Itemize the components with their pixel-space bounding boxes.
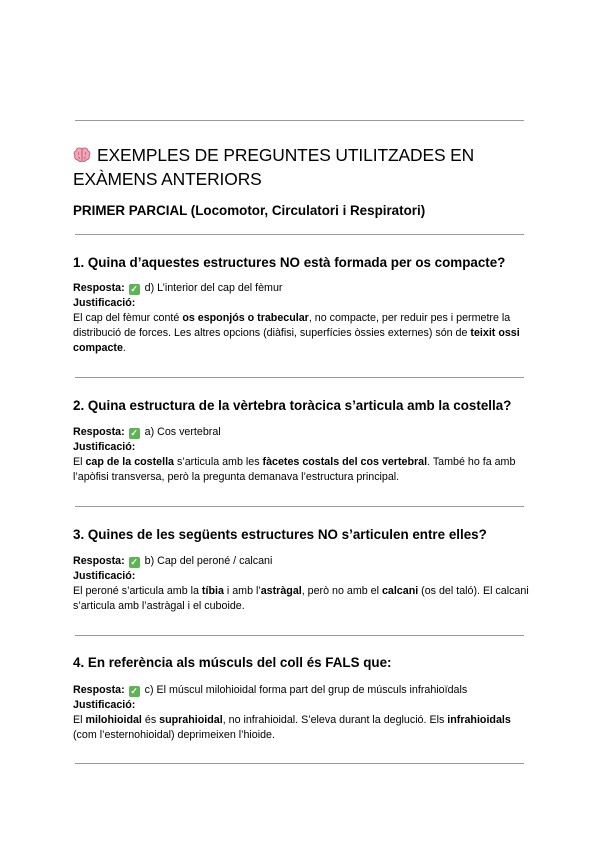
check-mark-icon: ✓ [130, 284, 138, 294]
answer-line [73, 683, 533, 698]
bold-term: milohioidal [85, 714, 142, 726]
answer-text: b) Cap del peroné / calcani [144, 555, 273, 567]
check-mark-icon: ✓ [130, 428, 138, 438]
question-title: 3. Quines de les següents estructures NO s’articulen entre elles? [73, 527, 487, 542]
answer-block [73, 683, 533, 743]
text-run: . També ho fa amb l’apòfisi transversa, però la pregunta demanava l’estructura principal. [73, 456, 516, 483]
bold-term: suprahioidal [159, 714, 223, 726]
answer-block [73, 281, 533, 356]
bold-term: infrahioidals [447, 714, 511, 726]
answer-line [73, 554, 533, 569]
text-run: s’articula amb les [174, 456, 263, 468]
bold-term: astràgal [260, 585, 302, 597]
justification-label: Justificació: [73, 441, 136, 453]
bold-term: tíbia [201, 585, 224, 597]
text-run: és [141, 714, 160, 726]
justification-text [73, 455, 533, 485]
bold-term: teixit ossi compacte [73, 327, 520, 354]
answer-line [73, 425, 533, 440]
text-run: (com l’esternohioidal) deprimeixen l’hioide. [73, 729, 275, 741]
horizontal-rule [75, 234, 524, 235]
text-run: El peroné s’articula amb la [73, 585, 202, 597]
horizontal-rule [75, 763, 524, 764]
justification-label: Justificació: [73, 699, 136, 711]
text-run: i amb l’ [223, 585, 261, 597]
title-text: EXEMPLES DE PREGUNTES UTILITZADES EN EXÀMENS ANTERIORS [73, 145, 475, 189]
horizontal-rule [75, 506, 524, 507]
justification-text [73, 311, 533, 356]
justification-label: Justificació: [73, 297, 136, 309]
answer-block [73, 554, 533, 614]
text-run: , no compacte, per reduir pes i permetre la distribució de forces. Les altres opcions (diàfisi, superfícies òssies externes) són de [73, 312, 511, 339]
answer-label: Resposta: [73, 684, 125, 696]
answer-label: Resposta: [73, 555, 125, 567]
answer-text: c) El múscul milohioidal forma part del grup de músculs infrahioïdals [144, 684, 468, 696]
answer-text: a) Cos vertebral [144, 426, 221, 438]
justification-label: Justificació: [73, 570, 136, 582]
document-title [73, 143, 533, 191]
answer-line [73, 281, 533, 296]
bold-term: os esponjós o trabecular [182, 312, 309, 324]
text-run: , no infrahioidal. S’eleva durant la deglució. Els [222, 714, 448, 726]
brain-icon [73, 145, 91, 161]
answer-label: Resposta: [73, 426, 125, 438]
text-run: El [73, 714, 86, 726]
answer-text: d) L’interior del cap del fèmur [144, 282, 283, 294]
section-subtitle: PRIMER PARCIAL (Locomotor, Circulatori i Respiratori) [73, 203, 426, 218]
horizontal-rule [75, 377, 524, 378]
question-title: 4. En referència als músculs del coll és FALS que: [73, 655, 392, 670]
horizontal-rule [75, 120, 524, 121]
bold-term: fàcetes costals del cos vertebral [262, 456, 428, 468]
bold-term: calcani [381, 585, 419, 597]
text-run: . [122, 342, 126, 354]
text-run: El cap del fèmur conté [73, 312, 183, 324]
horizontal-rule [75, 635, 524, 636]
answer-label: Resposta: [73, 282, 125, 294]
answer-block [73, 425, 533, 485]
question-title: 2. Quina estructura de la vèrtebra toràcica s’articula amb la costella? [73, 398, 512, 413]
check-mark-icon: ✓ [130, 686, 138, 696]
justification-text [73, 584, 533, 614]
bold-term: cap de la costella [85, 456, 174, 468]
check-mark-icon: ✓ [130, 557, 138, 567]
text-run: (os del taló). El calcani s’articula amb l’astràgal i el cuboide. [73, 585, 529, 612]
justification-text [73, 713, 533, 743]
question-title: 1. Quina d’aquestes estructures NO està formada per os compacte? [73, 255, 506, 270]
text-run: , però no amb el [301, 585, 382, 597]
text-run: El [73, 456, 86, 468]
